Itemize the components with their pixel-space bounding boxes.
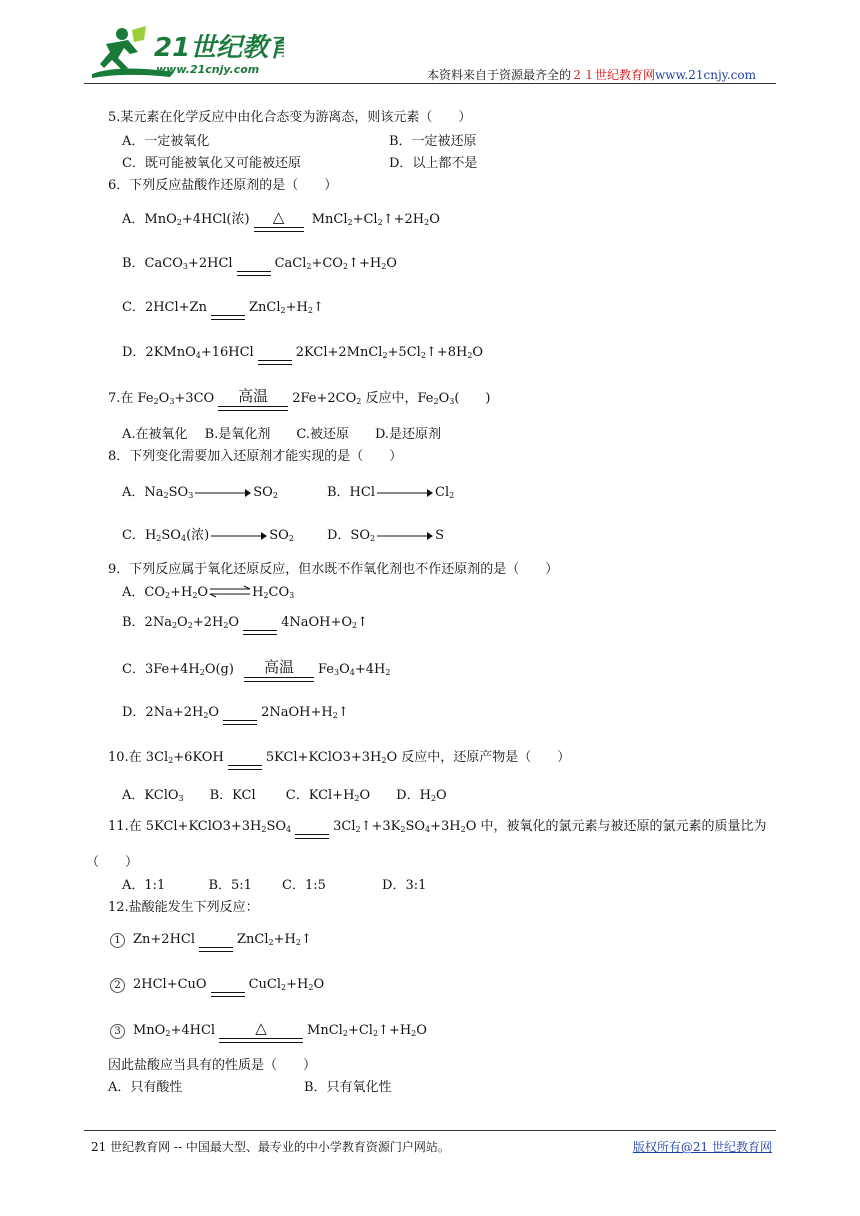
q5-stem: 5.某元素在化学反应中由化合态变为游离态，则该元素（ ）: [108, 110, 472, 125]
svg-text:www.21cnjy.com: www.21cnjy.com: [156, 63, 260, 76]
q5-option-a: A．一定被氧化: [122, 134, 210, 149]
q12-stem: 12.盐酸能发生下列反应：: [108, 900, 259, 915]
q11-paren: （ ）: [86, 855, 139, 870]
arrow-right-icon: [209, 530, 269, 542]
q12-reaction-1: 1 Zn+2HCl $ZnCl_2+H_2↑$: [110, 931, 312, 949]
q8-option-b: B．HCl $Cl_2$: [327, 485, 455, 500]
q8-option-a: A．$Na_2SO_3$ $SO_2$: [122, 485, 278, 500]
q12-option-b: B．只有氧化性: [304, 1080, 392, 1095]
reversible-arrow-icon: [208, 585, 252, 599]
q10-options: A．KClO$_3$ B．KCl C．$KCl+H_2O$ D．$H_2O$: [122, 788, 447, 803]
q11-options: A．1:1 B．5:1 C．1:5 D．3:1: [122, 878, 427, 893]
q9-option-d: D．$2Na+2H_2O$ $2NaOH+H_2↑$: [122, 704, 349, 722]
source-prefix: 本资料来自于资源最齐全的: [427, 68, 572, 82]
svg-text:21世纪教育: 21世纪教育: [154, 33, 284, 63]
q7-stem: 7.在 $Fe_2O_3+3CO$ 高温 $2Fe+2CO_2$ 反应中，$Fe_2O_3$( ): [108, 388, 491, 408]
q8-stem: 8．下列变化需要加入还原剂才能实现的是（ ）: [108, 449, 403, 464]
runner-logo-icon: [84, 22, 284, 82]
q6-option-a: A．MnO$_2$+4HCl(浓) △ $MnCl_2+Cl_2↑+2H_2O$: [122, 209, 440, 229]
circled-number-2: 2: [110, 978, 125, 993]
footer-left-text: 21 世纪教育网 -- 中国最大型、最专业的中小学教育资源门户网站。: [91, 1140, 450, 1154]
arrow-right-icon: [375, 530, 435, 542]
heat-symbol: △: [272, 208, 285, 226]
q6-stem: 6．下列反应盐酸作还原剂的是（ ）: [108, 178, 338, 193]
arrow-right-icon: [193, 487, 253, 499]
source-name: ２１世纪教育网: [571, 68, 656, 82]
source-url[interactable]: www.21cnjy.com: [655, 68, 756, 82]
footer-rule: [84, 1130, 776, 1131]
q7-options: A.在被氧化 B.是氧化剂 C.被还原 D.是还原剂: [122, 427, 442, 442]
q6-option-d: D．2KMnO$_4$+16HCl $2KCl+2MnCl_2+5Cl_2↑+8H_2O$: [122, 344, 483, 362]
circled-number-3: 3: [110, 1024, 125, 1039]
heat-symbol: △: [255, 1019, 267, 1037]
q5-option-c: C．既可能被氧化又可能被还原: [122, 156, 301, 171]
q6-option-c: C．2HCl+Zn $ZnCl_2+H_2↑$: [122, 299, 324, 317]
q10-stem: 10.在 $3Cl_2+6KOH$ $5KCl+KClO3+3H_2O$ 反应中，还原产物是（ ）: [108, 749, 570, 767]
q8-option-d: D．$SO_2$ S: [327, 528, 444, 543]
q9-option-a: A．$CO_2+H_2O$ $H_2CO_3$: [122, 585, 295, 600]
high-temp-condition: 高温: [238, 387, 269, 405]
q12-conclusion: 因此盐酸应当具有的性质是（ ）: [108, 1058, 317, 1073]
circled-number-1: 1: [110, 933, 125, 948]
q12-reaction-2: 2 2HCl+CuO $CuCl_2+H_2O$: [110, 976, 324, 994]
q9-option-b: B．$2Na_2O_2+2H_2O$ $4NaOH+O_2↑$: [122, 614, 368, 632]
q5-option-d: D．以上都不是: [389, 156, 478, 171]
q9-stem: 9．下列反应属于氧化还原反应，但水既不作氧化剂也不作还原剂的是（ ）: [108, 562, 559, 577]
high-temp-condition: 高温: [263, 658, 294, 676]
footer-copyright-link[interactable]: 版权所有@21 世纪教育网: [632, 1140, 772, 1154]
q5-option-b: B．一定被还原: [389, 134, 477, 149]
q11-stem: 11.在 $5KCl+KClO3+3H_2SO_4$ $3Cl_2↑+3K_2SO_4+3H_2O$ 中，被氧化的氯元素与被还原的氯元素的质量比为: [108, 818, 767, 836]
header-source-note: [427, 66, 756, 83]
q9-option-c: C．$3Fe+4H_2O(g)$ 高温 $Fe_3O_4+4H_2$: [122, 659, 390, 679]
q8-option-c: C．$H_2SO_4$(浓) $SO_2$: [122, 528, 294, 543]
q6-option-b: B．CaCO$_3$+2HCl $CaCl_2+CO_2↑+H_2O$: [122, 255, 397, 273]
q12-reaction-3: 3 MnO$_2$+4HCl △ $MnCl_2+Cl_2↑+H_2O$: [110, 1020, 427, 1040]
brand-logo: [84, 22, 284, 82]
arrow-right-icon: [375, 487, 435, 499]
header-rule: [84, 83, 776, 84]
q12-option-a: A．只有酸性: [108, 1080, 183, 1095]
